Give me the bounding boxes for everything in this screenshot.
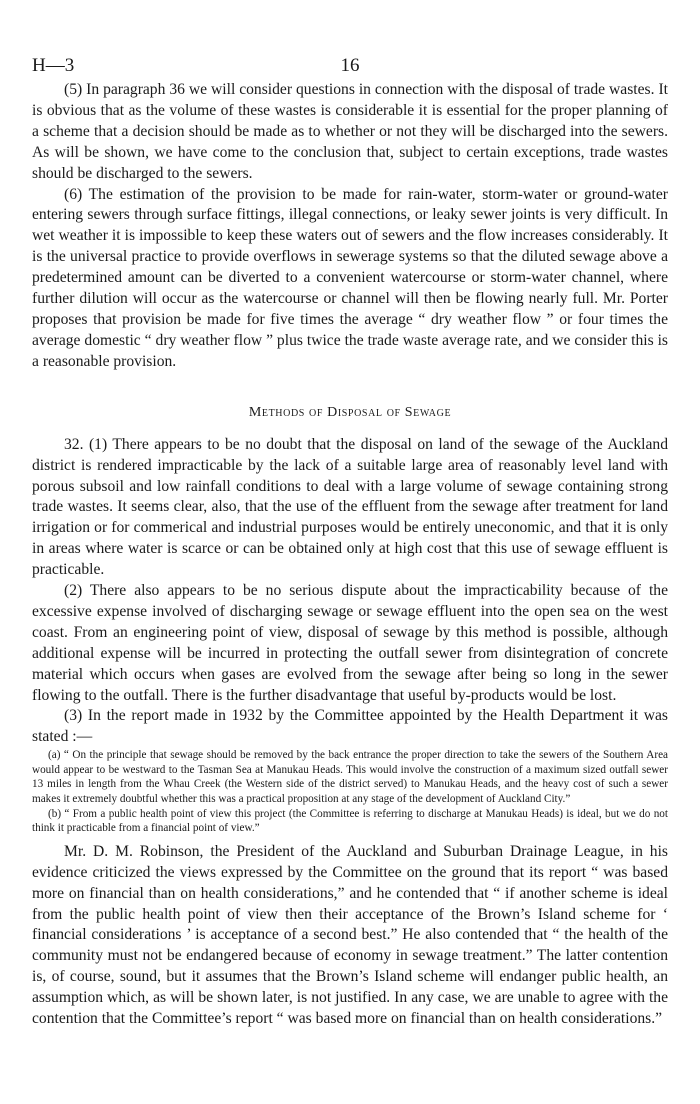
paragraph-32-3: (3) In the report made in 1932 by the Committee appointed by the Health Department it was stated :— [32,707,668,746]
document-reference: H—3 [32,55,75,76]
quote-b: (b) “ From a public health point of view this project (the Committee is referring to discharge at Manukau Heads) is ideal, but we do not think it practicable from a financial point of view.” [32,807,668,835]
document-page [32,0,668,1030]
section-heading: Methods of Disposal of Sewage [248,404,452,420]
closing-paragraph: Mr. D. M. Robinson, the President of the Auckland and Suburban Drainage League, in his evidence criticized the views expressed by the Committee on the ground that its report “ was based more on financial than on health considerations,” and he contended that “ if another scheme is ideal from the public health point of view then their acceptance of the Brown’s Island scheme for ‘ financial considerations ’ is acceptance of a second best.” He also contended that “ the health of the community must not be endangered because of economy in sewage treatment.” The latter contention is, of course, sound, but it assumes that the Brown’s Island scheme will endanger public health, an assumption which, as will be shown later, is not justified. In any case, we are unable to agree with the contention that the Committee’s report “ was based more on financial than on health considerations.” [32,842,668,1028]
page-header [32,0,668,80]
paragraph-32-1: 32. (1) There appears to be no doubt that the disposal on land of the sewage of the Auckland district is rendered impracticable by the lack of a suitable large area of reasonably level land with porous subsoil and low rainfall conditions to deal with a large volume of sewage containing strong trade wastes. It seems clear, also, that the use of the effluent from the sewage after treatment for land irrigation or for commerical and industrial purposes would be entirely uneconomic, and that it is only in areas where water is scarce or can be obtained only at high cost that this use of sewage effluent is practicable. [32,435,668,579]
paragraph-32-2: (2) There also appears to be no serious dispute about the impracticability because of the excessive expense involved of discharging sewage or sewage effluent into the open sea on the west coast. From an engineering point of view, disposal of sewage by this method is possible, although additional expense will be incurred in protecting the outfall sewer from disintegration of concrete material which occurs when gases are evolved from the sewage after being so long in the sewer flowing to the outfall. There is the further disadvantage that useful by-products would be lost. [32,582,668,704]
quote-a: (a) “ On the principle that sewage should be removed by the back entrance the proper direction to take the sewers of the Southern Area would appear to be westward to the Tasman Sea at Manukau Heads. This would involve the construction of a maximum sized outfall sewer 13 miles in length from the Whau Creek (the Western side of the district served) to Manukau Heads, and the heavy cost of such a sewer makes it extremely doubtful whether this was a practical proposition at any stage of the development of Auckland City.” [32,749,668,806]
paragraph-5: (5) In paragraph 36 we will consider questions in connection with the disposal of trade wastes. It is obvious that as the volume of these wastes is considerable it is essential for the proper planning of a scheme that a decision should be made as to whether or not they will be discharged into the sewers. As will be shown, we have come to the conclusion that, subject to certain exceptions, trade wastes should be discharged to the sewers. [32,81,668,182]
page-number: 16 [340,55,360,76]
paragraph-6: (6) The estimation of the provision to be made for rain-water, storm-water or ground-water entering sewers through surface fittings, illegal connections, or leaky sewer joints is very difficult. In wet weather it is impossible to keep these waters out of sewers and the flow increases considerably. It is the universal practice to provide overflows in sewerage systems so that the diluted sewage above a predetermined amount can be diverted to a convenient watercourse or storm-water channel, where further dilution will occur as the watercourse or channel will then be flowing nearly full. Mr. Porter proposes that provision be made for five times the average “ dry weather flow ” or four times the average domestic “ dry weather flow ” plus twice the trade waste average rate, and we consider this is a reasonable provision. [32,185,668,370]
